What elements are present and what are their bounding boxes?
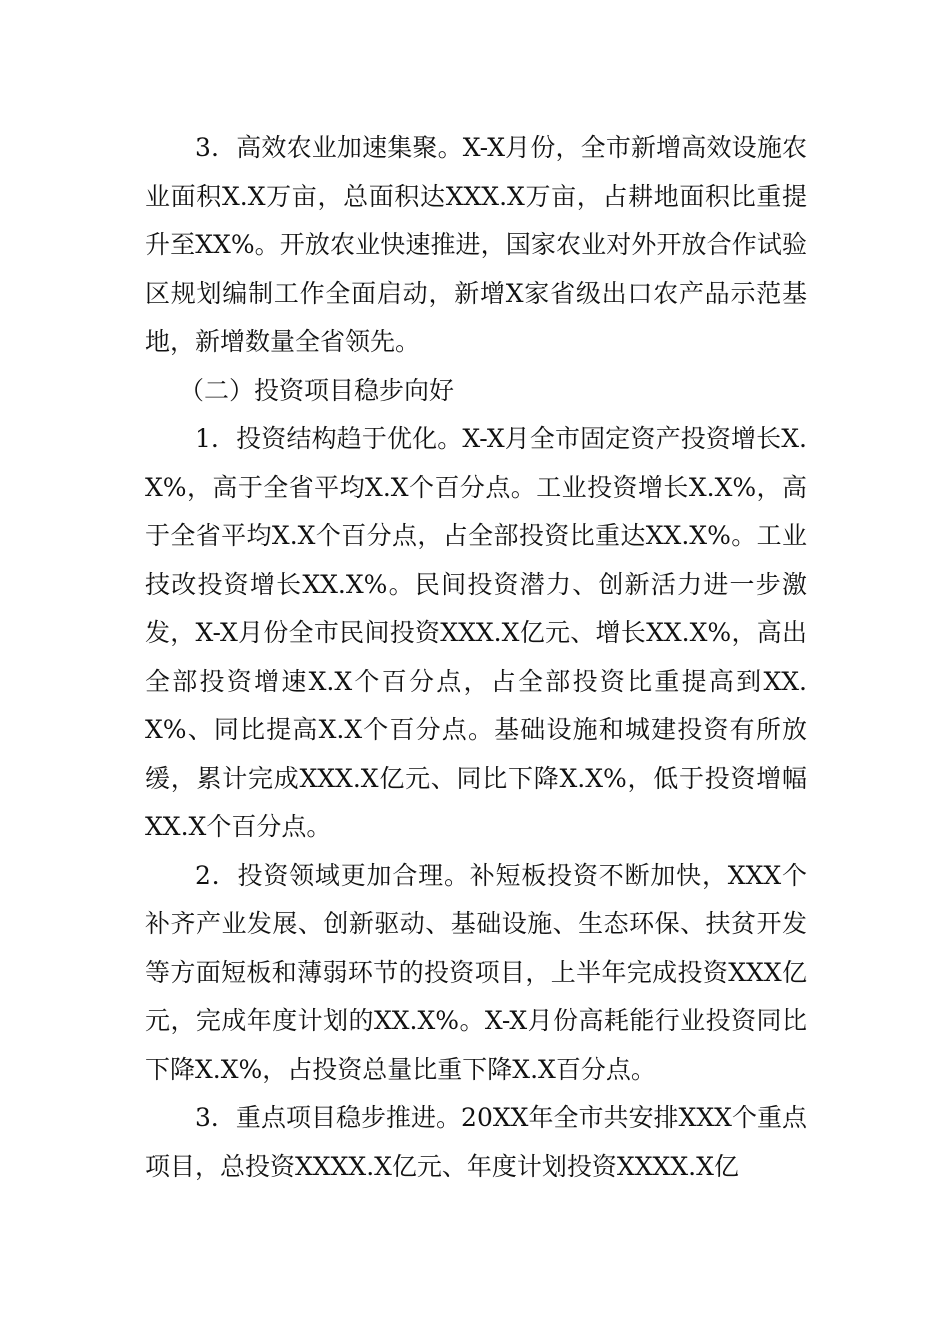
paragraph-key-projects: 3．重点项目稳步推进。20XX年全市共安排XXX个重点项目，总投资XXXX.X亿元、年度计划投资XXXX.X亿 bbox=[145, 1103, 807, 1181]
section-heading-investment: （二）投资项目稳步向好 bbox=[179, 375, 455, 405]
document-body bbox=[145, 124, 807, 1191]
paragraph-agriculture: 3．高效农业加速集聚。X-X月份，全市新增高效设施农业面积X.X万亩，总面积达XXX.X万亩，占耕地面积比重提升至XX%。开放农业快速推进，国家农业对外开放合作试验区规划编制工作全面启动，新增X家省级出口农产品示范基地，新增数量全省领先。 bbox=[145, 133, 807, 356]
paragraph-investment-structure: 1．投资结构趋于优化。X-X月全市固定资产投资增长X.X%，高于全省平均X.X个百分点。工业投资增长X.X%，高于全省平均X.X个百分点，占全部投资比重达XX.X%。工业技改投资增长XX.X%。民间投资潜力、创新活力进一步激发，X-X月份全市民间投资XXX.X亿元、增长XX.X%，高出全部投资增速X.X个百分点，占全部投资比重提高到XX.X%、同比提高X.X个百分点。基础设施和城建投资有所放缓，累计完成XXX.X亿元、同比下降X.X%，低于投资增幅XX.X个百分点。 bbox=[145, 424, 807, 841]
paragraph-investment-fields: 2．投资领域更加合理。补短板投资不断加快，XXX个补齐产业发展、创新驱动、基础设施、生态环保、扶贫开发等方面短板和薄弱环节的投资项目，上半年完成投资XXX亿元，完成年度计划的XX.X%。X-X月份高耗能行业投资同比下降X.X%，占投资总量比重下降X.X百分点。 bbox=[145, 860, 807, 1084]
